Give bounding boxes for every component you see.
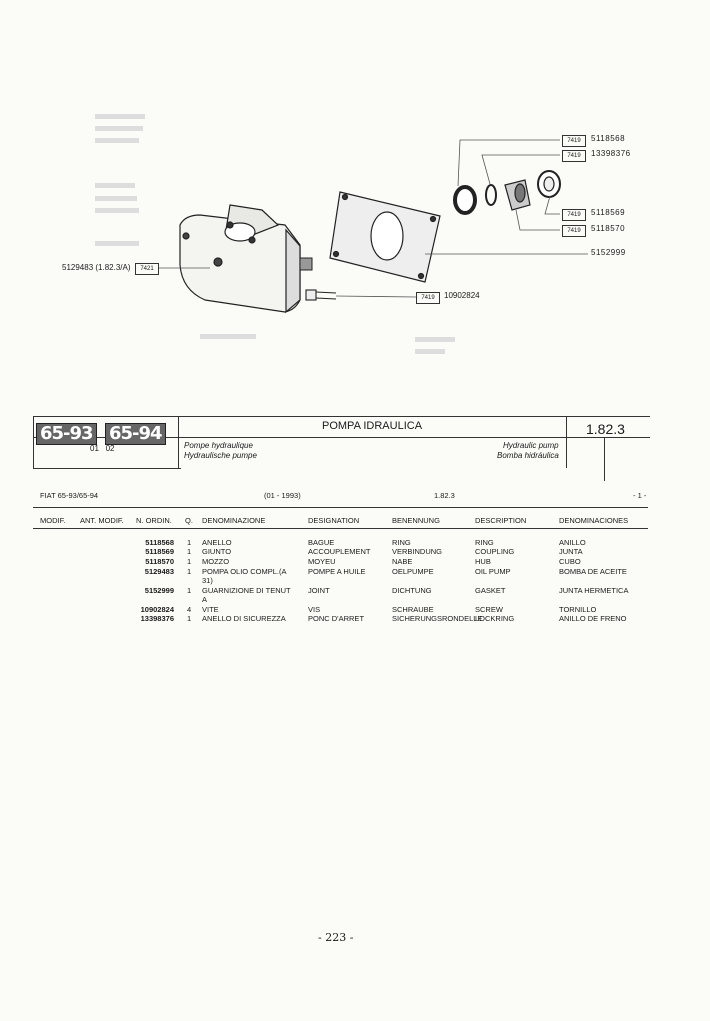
name-fr: POMPE A HUILE (308, 567, 366, 576)
section-number: 1.82.3 (586, 421, 625, 437)
section-line: 1.82.3 (434, 491, 455, 500)
exploded-pump-diagram (0, 0, 710, 380)
col-description: DESCRIPTION (475, 516, 527, 525)
part-number: 5152999 (144, 586, 174, 595)
callout-tag: 7419 (562, 135, 586, 147)
part-number: 5118569 (145, 547, 174, 556)
name-it: GIUNTO (202, 547, 232, 556)
page-indicator: - 1 - (633, 491, 647, 500)
name-en: RING (475, 538, 494, 547)
quantity: 1 (187, 614, 192, 623)
title-fr: Pompe hydraulique (184, 441, 253, 450)
name-de: VERBINDUNG (392, 547, 443, 556)
name-es: JUNTA (559, 547, 583, 556)
table-rule-top (33, 507, 648, 508)
date-line: (01 - 1993) (264, 491, 301, 500)
col-benennung: BENENNUNG (392, 516, 440, 525)
quantity: 1 (187, 557, 192, 566)
title-en: Hydraulic pump (503, 441, 559, 450)
name-de: NABE (392, 557, 413, 566)
name-it-cont: 31) (202, 576, 213, 585)
gasket-label: 5152999 (591, 248, 626, 257)
name-en: LOCKRING (475, 614, 515, 623)
model-badge: 65-94 (105, 423, 166, 445)
header-rule-top (33, 416, 650, 417)
name-de: OELPUMPE (392, 567, 434, 576)
name-fr: ACCOUPLEMENT (308, 547, 371, 556)
quantity: 1 (187, 547, 192, 556)
header-divider (566, 416, 567, 468)
name-fr: PONC D'ARRET (308, 614, 365, 623)
screw (306, 290, 336, 300)
header-divider (604, 437, 605, 481)
callout-part: 13398376 (591, 149, 631, 158)
quantity: 1 (187, 538, 192, 547)
name-it: GUARNIZIONE DI TENUT (202, 586, 291, 595)
model-line: FIAT 65-93/65-94 (40, 491, 99, 500)
name-it: MOZZO (202, 557, 230, 566)
name-fr: VIS (308, 605, 321, 614)
name-es: JUNTA HERMETICA (559, 586, 629, 595)
name-de: SCHRAUBE (392, 605, 434, 614)
name-en: SCREW (475, 605, 503, 614)
name-en: GASKET (475, 586, 506, 595)
name-es: CUBO (559, 557, 581, 566)
pump-tag: 7421 (135, 263, 159, 275)
name-fr: BAGUE (308, 538, 335, 547)
page-number: - 223 - (318, 931, 354, 944)
name-es: TORNILLO (559, 605, 597, 614)
callout-part: 5118568 (591, 134, 626, 143)
name-it: POMPA OLIO COMPL.(A (202, 567, 287, 576)
part-number: 5118568 (145, 538, 174, 547)
col-n-ordin: N. ORDIN. (136, 516, 172, 525)
callout-tag: 7419 (562, 225, 586, 237)
col-ant-modif: ANT. MODIF. (80, 516, 124, 525)
screw-tag: 7419 (416, 292, 440, 304)
screw-label: 10902824 (444, 291, 480, 300)
callout-tag: 7419 (562, 150, 586, 162)
name-it: VITE (202, 605, 219, 614)
name-es: ANILLO DE FRENO (559, 614, 627, 623)
quantity: 1 (187, 586, 192, 595)
col-qty: Q. (185, 516, 193, 525)
name-es: BOMBA DE ACEITE (559, 567, 627, 576)
title-es: Bomba hidráulica (497, 451, 559, 460)
col-modif: MODIF. (40, 516, 66, 525)
col-denominazione: DENOMINAZIONE (202, 516, 266, 525)
name-de: DICHTUNG (392, 586, 432, 595)
header-divider (178, 416, 179, 468)
quantity: 1 (187, 567, 192, 576)
name-en: OIL PUMP (475, 567, 511, 576)
title-de: Hydraulische pumpe (184, 451, 257, 460)
callout-part: 5118569 (591, 208, 626, 217)
table-rule-header (33, 528, 648, 529)
col-denominaciones: DENOMINACIONES (559, 516, 629, 525)
callout-tag: 7419 (562, 209, 586, 221)
name-it: ANELLO (202, 538, 232, 547)
ring-parts (455, 171, 560, 213)
name-fr: JOINT (308, 586, 330, 595)
gasket-plate (330, 192, 440, 282)
callout-part: 5118570 (591, 224, 626, 233)
part-number: 13398376 (140, 614, 174, 623)
name-it-cont: A (202, 595, 208, 604)
name-fr: MOYEU (308, 557, 336, 566)
part-number: 5129483 (144, 567, 174, 576)
header-divider (33, 416, 34, 469)
name-en: HUB (475, 557, 491, 566)
pump-body (180, 205, 312, 312)
name-es: ANILLO (559, 538, 586, 547)
name-de: SICHERUNGSRONDELLE (392, 614, 483, 623)
quantity: 4 (187, 605, 192, 614)
part-number: 5118570 (145, 557, 174, 566)
name-it: ANELLO DI SICUREZZA (202, 614, 286, 623)
name-de: RING (392, 538, 411, 547)
header-rule (33, 468, 181, 469)
model-codes: 01 02 (90, 444, 115, 453)
model-badge: 65-93 (36, 423, 97, 445)
section-title: POMPA IDRAULICA (322, 420, 423, 432)
name-en: COUPLING (475, 547, 515, 556)
col-designation: DESIGNATION (308, 516, 360, 525)
pump-label: 5129483 (1.82.3/A) (62, 263, 131, 272)
part-number: 10902824 (140, 605, 174, 614)
